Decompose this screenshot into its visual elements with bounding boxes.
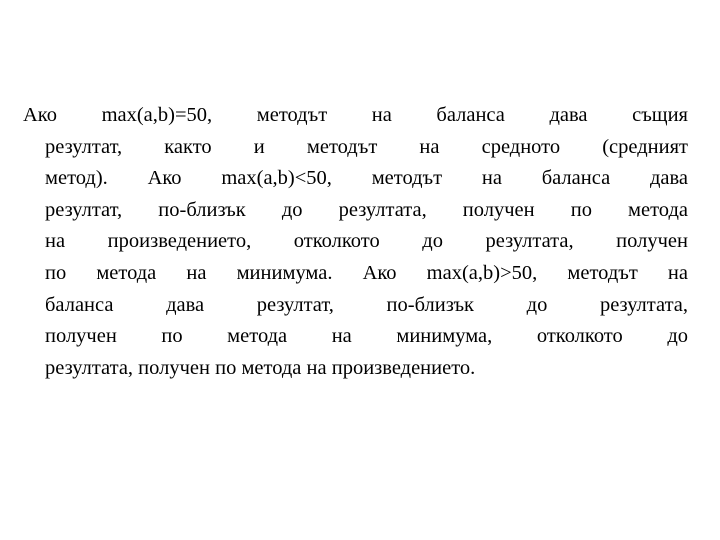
paragraph-line: метод). Ако max(a,b)<50, методът на баланса дава bbox=[45, 167, 688, 190]
paragraph-line: резултат, по-близък до резултата, получен по метода bbox=[45, 198, 688, 221]
paragraph-line: резултат, както и методът на средното (средният bbox=[45, 135, 688, 158]
paragraph-line: Ако max(a,b)=50, методът на баланса дава същия bbox=[23, 104, 688, 126]
paragraph-line: получен по метода на минимума, отколкото до bbox=[45, 325, 688, 348]
body-paragraph bbox=[23, 100, 688, 384]
paragraph-line: баланса дава резултат, по-близък до резултата, bbox=[45, 293, 688, 316]
paragraph-line: по метода на минимума. Ако max(a,b)>50, методът на bbox=[45, 261, 688, 284]
paragraph-line: резултата, получен по метода на произведението. bbox=[45, 356, 476, 379]
paragraph-line: на произведението, отколкото до резултата, получен bbox=[45, 230, 688, 253]
